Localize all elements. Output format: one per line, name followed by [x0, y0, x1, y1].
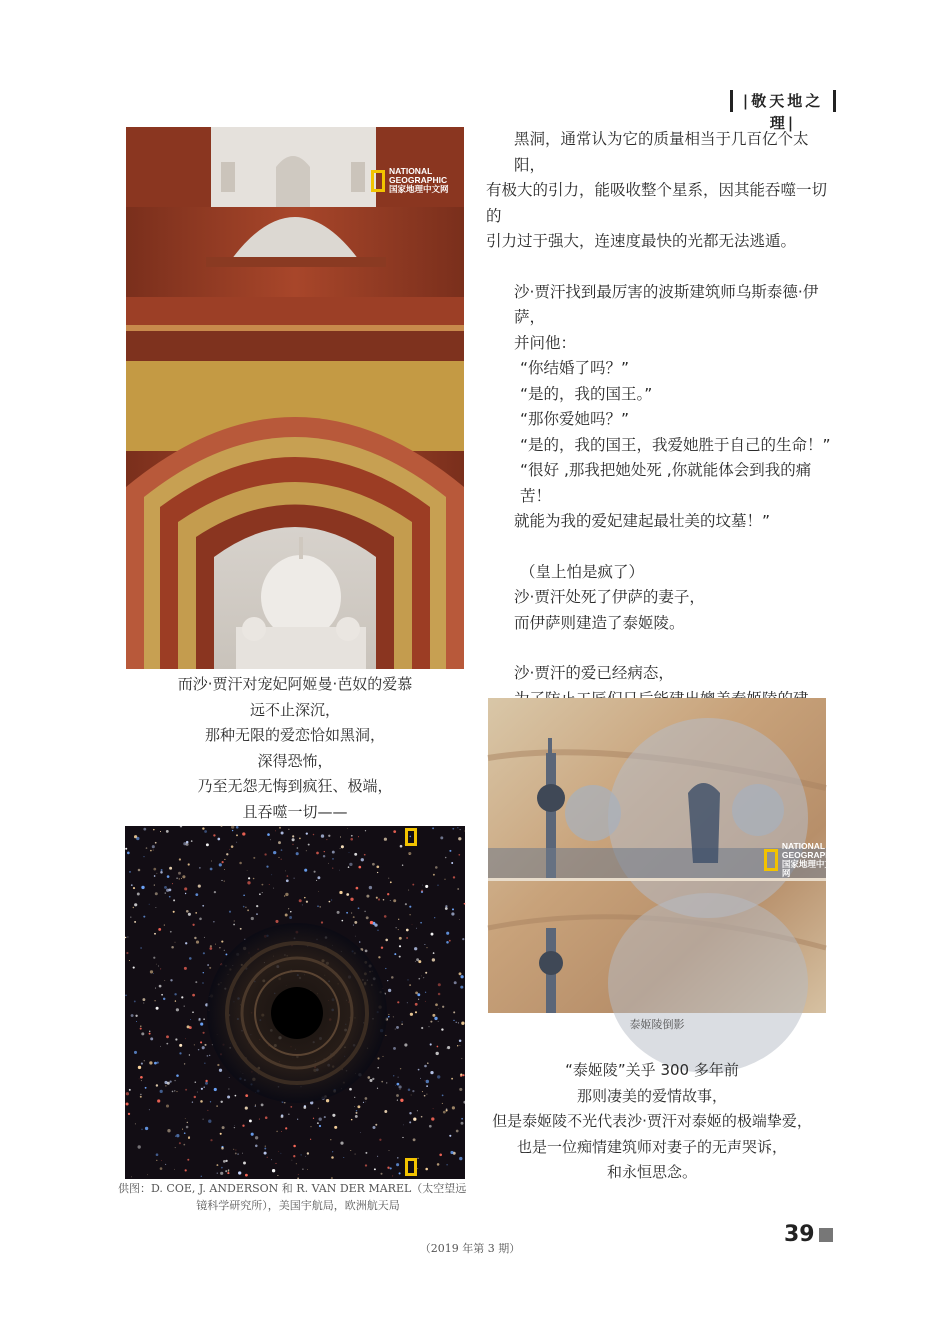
paragraph-execution	[486, 560, 836, 637]
taj-arch-photo	[126, 127, 464, 669]
issue-footer: （2019 年第 3 期）	[419, 1242, 521, 1255]
national-geographic-logo-bottom	[405, 1158, 417, 1176]
logo-line2: GEOGRAPHIC	[389, 175, 448, 185]
closing-line: 和永恒思念。	[606, 1163, 697, 1181]
logo-line3: 国家地理中文网	[781, 859, 833, 878]
text-line: （皇上怕是疯了）	[520, 562, 645, 581]
text-line: 沙·贾汗找到最厉害的波斯建筑师乌斯泰德·伊萨，	[514, 282, 819, 326]
taj-reflection-photo	[488, 698, 840, 1013]
text-line: 黑洞，通常认为它的质量相当于几百亿个太阳，	[514, 130, 809, 174]
credit-line: 供图：D. COE, J. ANDERSON 和 R. VAN DER MAREL（太空望远	[118, 1182, 467, 1195]
text-line: 就能为我的爱妃建起最壮美的坟墓！”	[514, 512, 771, 530]
black-hole-photo	[125, 826, 465, 1179]
national-geographic-logo	[764, 842, 840, 878]
paragraph-dialogue	[486, 280, 836, 535]
caption-line: 深得恐怖，	[257, 751, 333, 770]
ng-yellow-frame-icon	[371, 170, 385, 192]
text-line: “那你爱她吗？”	[520, 410, 630, 428]
reflection-caption: 泰姬陵倒影	[629, 1018, 685, 1031]
credit-line: 镜科学研究所），美国宇航局，欧洲航天局	[196, 1199, 400, 1212]
left-caption	[126, 672, 464, 825]
text-line: “你结婚了吗？”	[520, 359, 630, 377]
text-line: “是的，我的国王。”	[520, 384, 653, 403]
closing-line: 也是一位痴情建筑师对妻子的无声哭诉，	[516, 1137, 787, 1156]
closing-line: 那则凄美的爱情故事，	[576, 1086, 727, 1105]
closing-line: 但是泰姬陵不光代表沙·贾汗对泰姬的极端挚爱，	[492, 1112, 812, 1130]
logo-line2: GEOGRAPHIC	[781, 850, 840, 860]
article-body	[486, 127, 836, 789]
text-line: “很好 ,那我把她处死 ,你就能体会到我的痛苦！	[520, 461, 812, 505]
text-line: 引力过于强大，连速度最快的光都无法逃遁。	[486, 232, 797, 250]
text-line: 沙·贾汗处死了伊萨的妻子，	[514, 588, 705, 606]
ng-yellow-frame-icon	[764, 849, 778, 871]
text-line: 有极大的引力，能吸收整个星系，因其能吞噬一切的	[486, 181, 828, 225]
paragraph-black-hole	[486, 127, 836, 255]
text-line: 沙·贾汗的爱已经病态，	[514, 664, 674, 682]
closing-line: “泰姬陵”关乎 300 多年前	[565, 1061, 739, 1079]
caption-line: 那种无限的爱恋恰如黑洞，	[204, 726, 385, 744]
caption-line: 远不止深沉，	[249, 700, 340, 719]
logo-line1: NATIONAL	[389, 166, 433, 176]
ng-yellow-frame-icon	[405, 828, 417, 846]
caption-line: 而沙·贾汗对宠妃阿姬曼·芭奴的爱慕	[177, 675, 413, 693]
page-number-block	[784, 1222, 833, 1247]
text-line: 并问他：	[514, 333, 577, 352]
logo-line3: 国家地理中文网	[389, 184, 449, 194]
text-line: “是的，我的国王，我爱她胜于自己的生命！”	[520, 435, 831, 454]
caption-line: 且吞噬一切——	[242, 802, 348, 821]
page-marker-icon	[819, 1228, 833, 1242]
page-number: 39	[784, 1222, 815, 1247]
national-geographic-logo	[371, 167, 449, 194]
logo-line1: NATIONAL	[781, 841, 826, 851]
photo-credit	[118, 1180, 478, 1214]
text-line: 而伊萨则建造了泰姬陵。	[514, 613, 685, 632]
caption-line: 乃至无怨无悔到疯狂、极端，	[197, 777, 393, 795]
closing-paragraph	[478, 1058, 826, 1186]
national-geographic-logo	[405, 828, 417, 846]
ng-yellow-frame-icon	[405, 1158, 417, 1176]
section-tag: |敬天地之理|	[730, 90, 836, 112]
